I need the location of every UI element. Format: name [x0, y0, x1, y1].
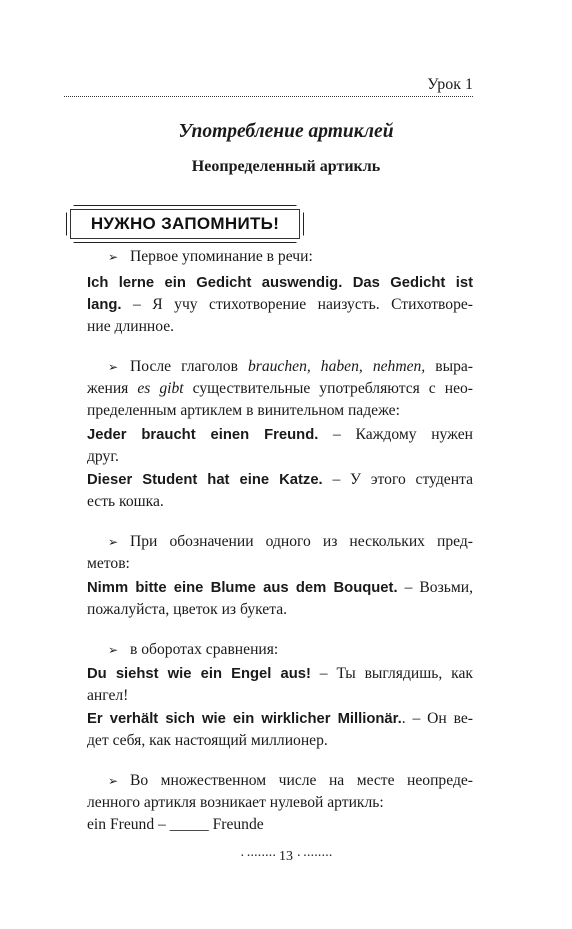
- translation-2a: друг.: [87, 448, 119, 465]
- header-divider: [64, 96, 473, 97]
- example-2b: Dieser Student hat eine Katze. – У этого студента: [87, 471, 473, 488]
- translation-3: пожалуйста, цветок из букета.: [87, 601, 288, 618]
- arrow-bullet-icon: ➢: [108, 360, 119, 374]
- example-3: Nimm bitte eine Blume aus dem Bouquet. – Возьми,: [87, 579, 473, 596]
- remember-box: НУЖНО ЗАПОМНИТЬ!: [70, 209, 300, 239]
- rule-5: ➢ Во множественном числе на месте неопреде-: [108, 772, 473, 789]
- page-title: Употребление артиклей: [178, 121, 394, 142]
- page-number: · ········ 13 · ········: [240, 849, 332, 864]
- arrow-bullet-icon: ➢: [108, 774, 119, 788]
- example-2a: Jeder braucht einen Freund. – Каждому нужен: [87, 426, 473, 443]
- translation-4a: ангел!: [87, 687, 129, 704]
- arrow-bullet-icon: ➢: [108, 250, 119, 264]
- example-4b: Er verhält sich wie ein wirklicher Millionär.. – Он ве-: [87, 710, 473, 727]
- rule-4: ➢ в оборотах сравнения:: [108, 641, 279, 658]
- example-5: ein Freund – _____ Freunde: [87, 816, 264, 833]
- example-4a: Du siehst wie ein Engel aus! – Ты выглядишь, как: [87, 665, 473, 682]
- arrow-bullet-icon: ➢: [108, 535, 119, 549]
- rule-3: ➢ При обозначении одного из нескольких пред-: [108, 533, 473, 550]
- translation-1: lang. – Я учу стихотворение наизусть. Стихотворе-: [87, 296, 473, 313]
- rule-2: ➢ После глаголов brauchen, haben, nehmen, выра-: [108, 358, 473, 375]
- book-page: Урок 1 Употребление артиклей Неопределенный артикль НУЖНО ЗАПОМНИТЬ! ➢ Первое упоминание в речи: Ich lerne ein Gedicht auswendig. Das Gedicht ist lang. – Я учу стихотворение наизусть. Стихотворе- ние длинное. ➢ После глаголов brauchen, haben, nehmen, выра- жения es gibt существительные употребляются с нео- пределенным артиклем в винительном падеже: Jeder braucht einen Freund. – Каждому нужен друг. Dieser Student hat eine Katze. – У этого студента есть кошка. ➢ При обозначении одного из нескольких пред- метов: Nimm bitte eine Blume aus dem Bouquet. – Возьми, пожалуйста, цветок из букета. ➢ в оборотах сравнения: Du siehst wie ein Engel aus! – Ты выглядишь, как ангел! Er verhält sich wie ein wirklicher Millionär.. – Он ве- дет себя, как настоящий миллионер. ➢ Во множественном числе на месте неопреде- ленного артикля возникает нулевой артикль: ein Freund – _____ Freunde · ········ 13 · ········: [0, 0, 572, 929]
- page-subtitle: Неопределенный артикль: [191, 158, 381, 175]
- arrow-bullet-icon: ➢: [108, 643, 119, 657]
- section-header: Урок 1: [427, 76, 473, 93]
- example-1: Ich lerne ein Gedicht auswendig. Das Gedicht ist: [87, 275, 473, 291]
- translation-4b: дет себя, как настоящий миллионер.: [87, 732, 328, 749]
- translation-2b: есть кошка.: [87, 493, 164, 510]
- rule-1: ➢ Первое упоминание в речи:: [108, 248, 313, 265]
